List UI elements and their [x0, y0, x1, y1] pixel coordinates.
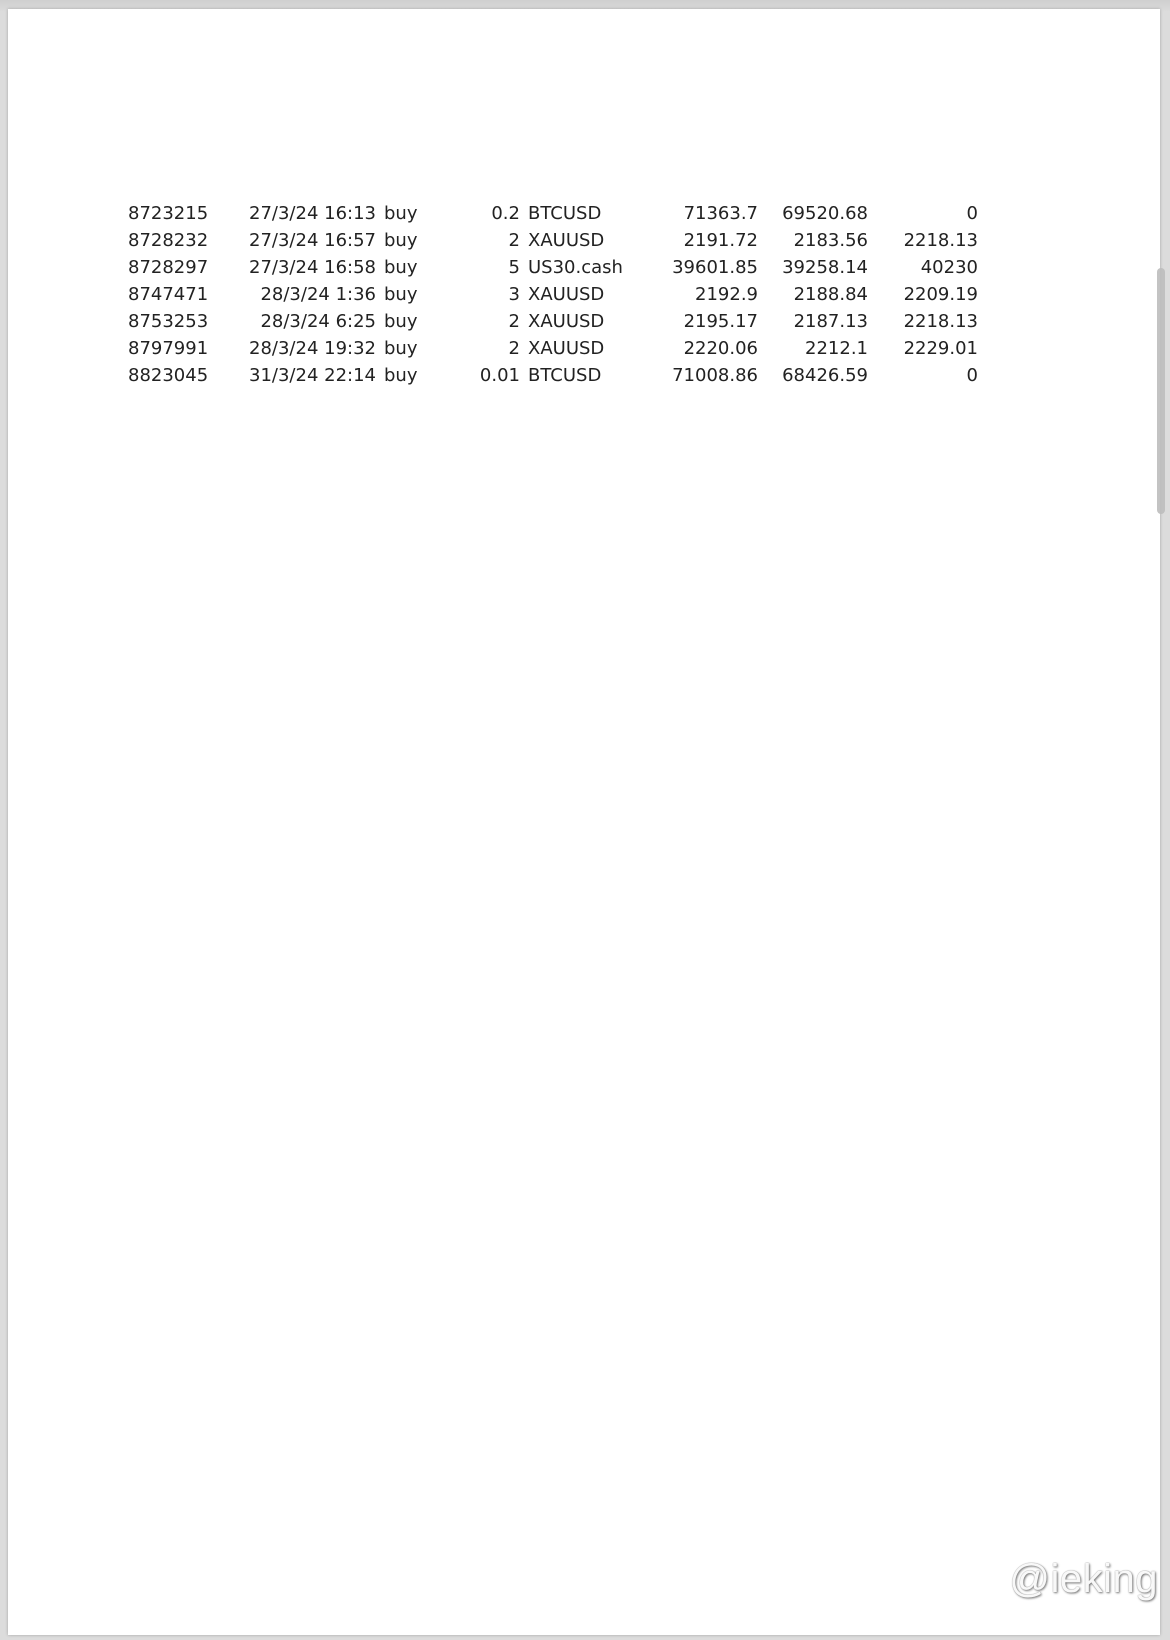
order-type: buy	[384, 203, 418, 224]
take-profit: 2209.19	[903, 284, 978, 305]
stop-loss: 2188.84	[793, 284, 868, 305]
table-row	[8, 227, 1160, 254]
order-type: buy	[384, 338, 418, 359]
open-price: 71363.7	[683, 203, 758, 224]
volume: 2	[508, 338, 520, 359]
symbol: XAUUSD	[528, 311, 605, 332]
symbol: BTCUSD	[528, 365, 602, 386]
volume: 0.01	[479, 365, 520, 386]
table-row	[8, 200, 1160, 227]
trade-table	[8, 200, 1160, 389]
open-price: 2220.06	[683, 338, 758, 359]
order-type: buy	[384, 230, 418, 251]
stop-loss: 68426.59	[782, 365, 868, 386]
order-type: buy	[384, 284, 418, 305]
scrollbar-thumb[interactable]	[1157, 268, 1165, 514]
open-time: 28/3/24 1:36	[260, 284, 376, 305]
order-id: 8797991	[128, 338, 209, 359]
open-price: 2191.72	[683, 230, 758, 251]
open-price: 71008.86	[672, 365, 758, 386]
table-row	[8, 308, 1160, 335]
take-profit: 2218.13	[903, 230, 978, 251]
order-type: buy	[384, 365, 418, 386]
order-type: buy	[384, 311, 418, 332]
take-profit: 40230	[920, 257, 978, 278]
order-type: buy	[384, 257, 418, 278]
symbol: XAUUSD	[528, 338, 605, 359]
open-time: 27/3/24 16:57	[249, 230, 376, 251]
order-id: 8728297	[128, 257, 209, 278]
symbol: XAUUSD	[528, 230, 605, 251]
stop-loss: 39258.14	[782, 257, 868, 278]
open-time: 27/3/24 16:58	[249, 257, 376, 278]
order-id: 8753253	[128, 311, 209, 332]
table-row	[8, 254, 1160, 281]
stop-loss: 2212.1	[805, 338, 868, 359]
volume: 0.2	[491, 203, 520, 224]
symbol: US30.cash	[528, 257, 623, 278]
symbol: XAUUSD	[528, 284, 605, 305]
open-time: 28/3/24 6:25	[260, 311, 376, 332]
open-time: 28/3/24 19:32	[249, 338, 376, 359]
volume: 2	[508, 230, 520, 251]
volume: 5	[508, 257, 520, 278]
open-time: 31/3/24 22:14	[249, 365, 376, 386]
volume: 2	[508, 311, 520, 332]
watermark: @ieking	[1009, 1557, 1158, 1601]
order-id: 8723215	[128, 203, 209, 224]
take-profit: 2229.01	[903, 338, 978, 359]
order-id: 8823045	[128, 365, 209, 386]
open-time: 27/3/24 16:13	[249, 203, 376, 224]
take-profit: 2218.13	[903, 311, 978, 332]
open-price: 2192.9	[695, 284, 758, 305]
order-id: 8747471	[128, 284, 209, 305]
table-row	[8, 362, 1160, 389]
table-row	[8, 281, 1160, 308]
stop-loss: 2187.13	[793, 311, 868, 332]
table-row	[8, 335, 1160, 362]
document-page	[8, 9, 1160, 1635]
open-price: 39601.85	[672, 257, 758, 278]
order-id: 8728232	[128, 230, 209, 251]
symbol: BTCUSD	[528, 203, 602, 224]
take-profit: 0	[966, 203, 978, 224]
take-profit: 0	[966, 365, 978, 386]
volume: 3	[508, 284, 520, 305]
vertical-scrollbar[interactable]	[1156, 10, 1166, 1630]
stop-loss: 69520.68	[782, 203, 868, 224]
open-price: 2195.17	[683, 311, 758, 332]
stop-loss: 2183.56	[793, 230, 868, 251]
